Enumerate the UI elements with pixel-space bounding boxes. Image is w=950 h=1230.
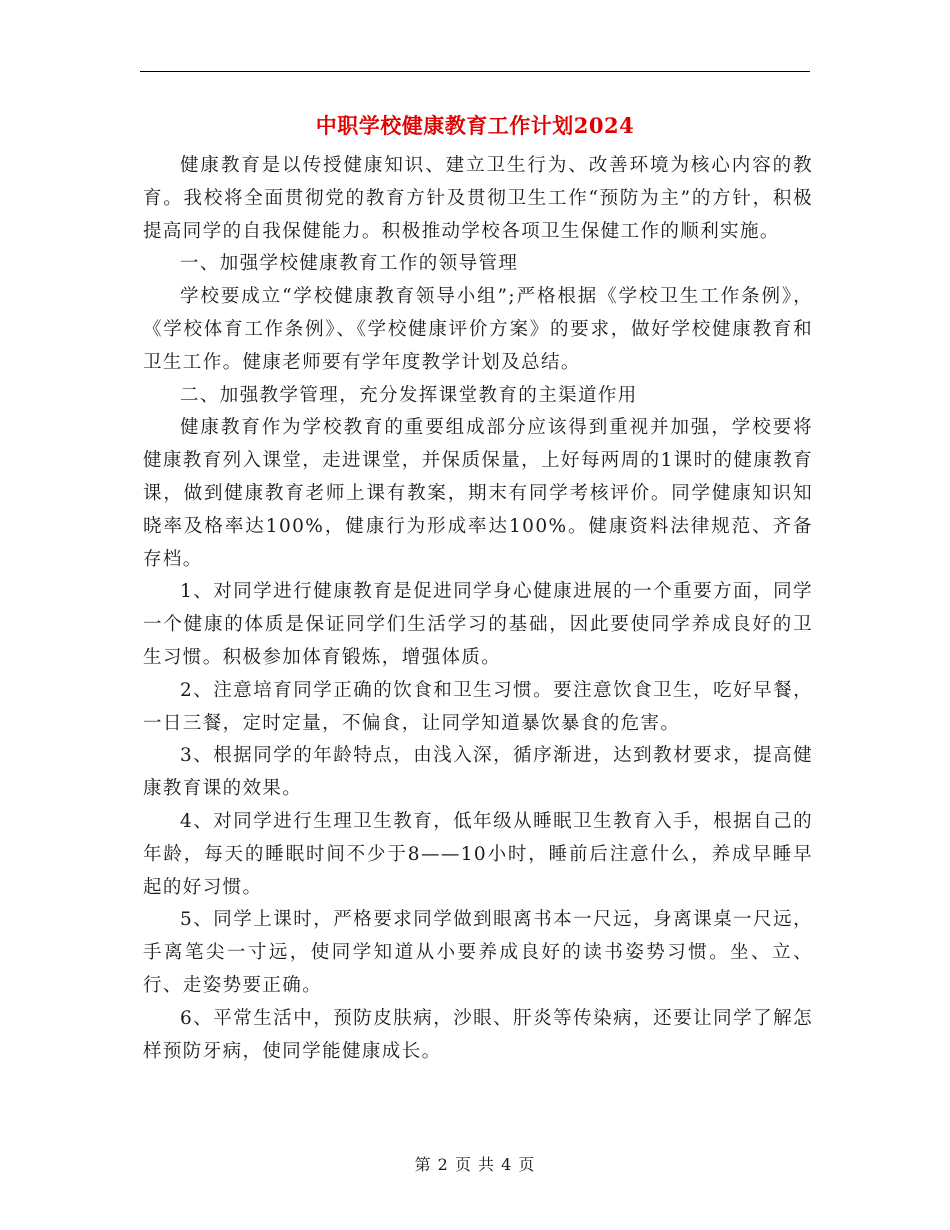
- document-body: [143, 150, 813, 1068]
- section-heading-2: 二、加强教学管理，充分发挥课堂教育的主渠道作用: [180, 384, 638, 406]
- paragraph-teaching: 健康教育作为学校教育的重要组成部分应该得到重视并加强，学校要将健康教育列入课堂，走进课堂，并保质保量，上好每两周的1课时的健康教育课，做到健康教育老师上课有教案，期末有同学考核评价。同学健康知识知晓率及格率达100%，健康行为形成率达100%。健康资料法律规范、齐备存档。: [143, 417, 813, 570]
- list-item-5: 5、同学上课时，严格要求同学做到眼离书本一尺远，身离课桌一尺远，手离笔尖一寸远，使同学知道从小要养成良好的读书姿势习惯。坐、立、行、走姿势要正确。: [143, 909, 813, 996]
- paragraph-intro: 健康教育是以传授健康知识、建立卫生行为、改善环境为核心内容的教育。我校将全面贯彻党的教育方针及贯彻卫生工作“预防为主”的方针，积极提高同学的自我保健能力。积极推动学校各项卫生保健工作的顺利实施。: [143, 155, 813, 242]
- list-item-4: 4、对同学进行生理卫生教育，低年级从睡眠卫生教育入手，根据自己的年龄，每天的睡眠时间不少于8——10小时，睡前后注意什么，养成早睡早起的好习惯。: [143, 810, 813, 898]
- document-title: 中职学校健康教育工作计划2024: [315, 113, 635, 138]
- list-item-6: 6、平常生活中，预防皮肤病，沙眼、肝炎等传染病，还要让同学了解怎样预防牙病，使同学能健康成长。: [143, 1007, 813, 1062]
- page-number: 第 2 页 共 4 页: [414, 1155, 536, 1174]
- header-rule: [140, 71, 810, 72]
- section-heading-1: 一、加强学校健康教育工作的领导管理: [180, 253, 519, 275]
- list-item-1: 1、对同学进行健康教育是促进同学身心健康进展的一个重要方面，同学一个健康的体质是保证同学们生活学习的基础，因此要使同学养成良好的卫生习惯。积极参加体育锻炼，增强体质。: [143, 581, 813, 668]
- list-item-3: 3、根据同学的年龄特点，由浅入深，循序渐进，达到教材要求，提高健康教育课的效果。: [143, 745, 813, 800]
- paragraph-leadership: 学校要成立“学校健康教育领导小组”;严格根据《学校卫生工作条例》，《学校体育工作条例》、《学校健康评价方案》的要求，做好学校健康教育和卫生工作。健康老师要有学年度教学计划及总结。: [143, 286, 813, 373]
- list-item-2: 2、注意培育同学正确的饮食和卫生习惯。要注意饮食卫生，吃好早餐，一日三餐，定时定量，不偏食，让同学知道暴饮暴食的危害。: [143, 679, 813, 734]
- page-footer: [0, 1152, 950, 1175]
